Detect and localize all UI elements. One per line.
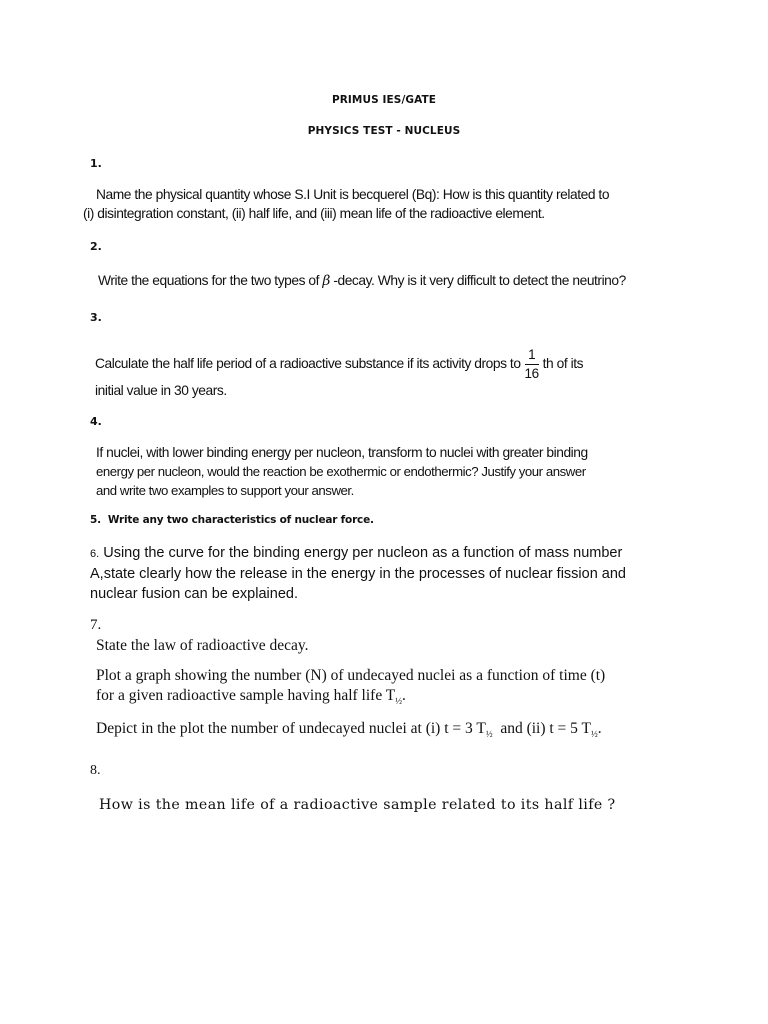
question-6-line-3: nuclear fusion can be explained. (90, 586, 298, 602)
question-7-line-3: for a given radioactive sample having half life $T_{\frac{1}{2}}$. (96, 687, 406, 707)
question-3-line-1: Calculate the half life period of a radioactive substance if its activity drops to $\frac{1}{16}$ th of its (95, 346, 584, 381)
question-4-number: 4. (90, 415, 102, 428)
question-7-line-4: Depict in the plot the number of undecayed nuclei at (i) t = 3 $T_{\frac{1}{2}}$ and (ii) t = 5 $T_{\frac{1}{2}}$. (96, 720, 602, 740)
question-6-line-1: 6. Using the curve for the binding energy per nucleon as a function of mass number (90, 545, 623, 561)
fraction-one-sixteenth: $\frac{1}{16}$ (524, 346, 539, 381)
question-4-line-1: If nuclei, with lower binding energy per nucleon, transform to nuclei with greater binding (96, 445, 588, 460)
question-2-text: Write the equations for the two types of β -decay. Why is it very difficult to detect the neutrino? (98, 273, 626, 289)
question-2-number: 2. (90, 240, 102, 253)
question-8-number: 8. (90, 763, 101, 778)
question-7-line-1: State the law of radioactive decay. (96, 637, 309, 654)
beta-symbol: β (322, 273, 330, 289)
question-4-line-2: energy per nucleon, would the reaction be exothermic or endothermic? Justify your answer (96, 464, 586, 479)
question-6-line-2: A,state clearly how the release in the energy in the processes of nuclear fission and (90, 566, 626, 582)
question-4-line-3: and write two examples to support your answer. (96, 483, 354, 498)
question-1-line-2: (i) disintegration constant, (ii) half life, and (iii) mean life of the radioactive element. (83, 206, 545, 221)
org-title: PRIMUS IES/GATE (331, 94, 437, 106)
question-5: 5. Write any two characteristics of nuclear force. (90, 514, 374, 526)
test-title: PHYSICS TEST - NUCLEUS (307, 125, 461, 137)
question-3-number: 3. (90, 311, 102, 324)
question-1-number: 1. (90, 157, 102, 170)
question-1-line-1: Name the physical quantity whose S.I Unit is becquerel (Bq): How is this quantity related to (96, 187, 610, 202)
question-7-line-2: Plot a graph showing the number (N) of undecayed nuclei as a function of time (t) (96, 667, 606, 684)
question-7-number: 7. (90, 617, 102, 633)
question-3-line-2: initial value in 30 years. (95, 383, 227, 398)
question-8-text: How is the mean life of a radioactive sample related to its half life ? (99, 797, 616, 813)
